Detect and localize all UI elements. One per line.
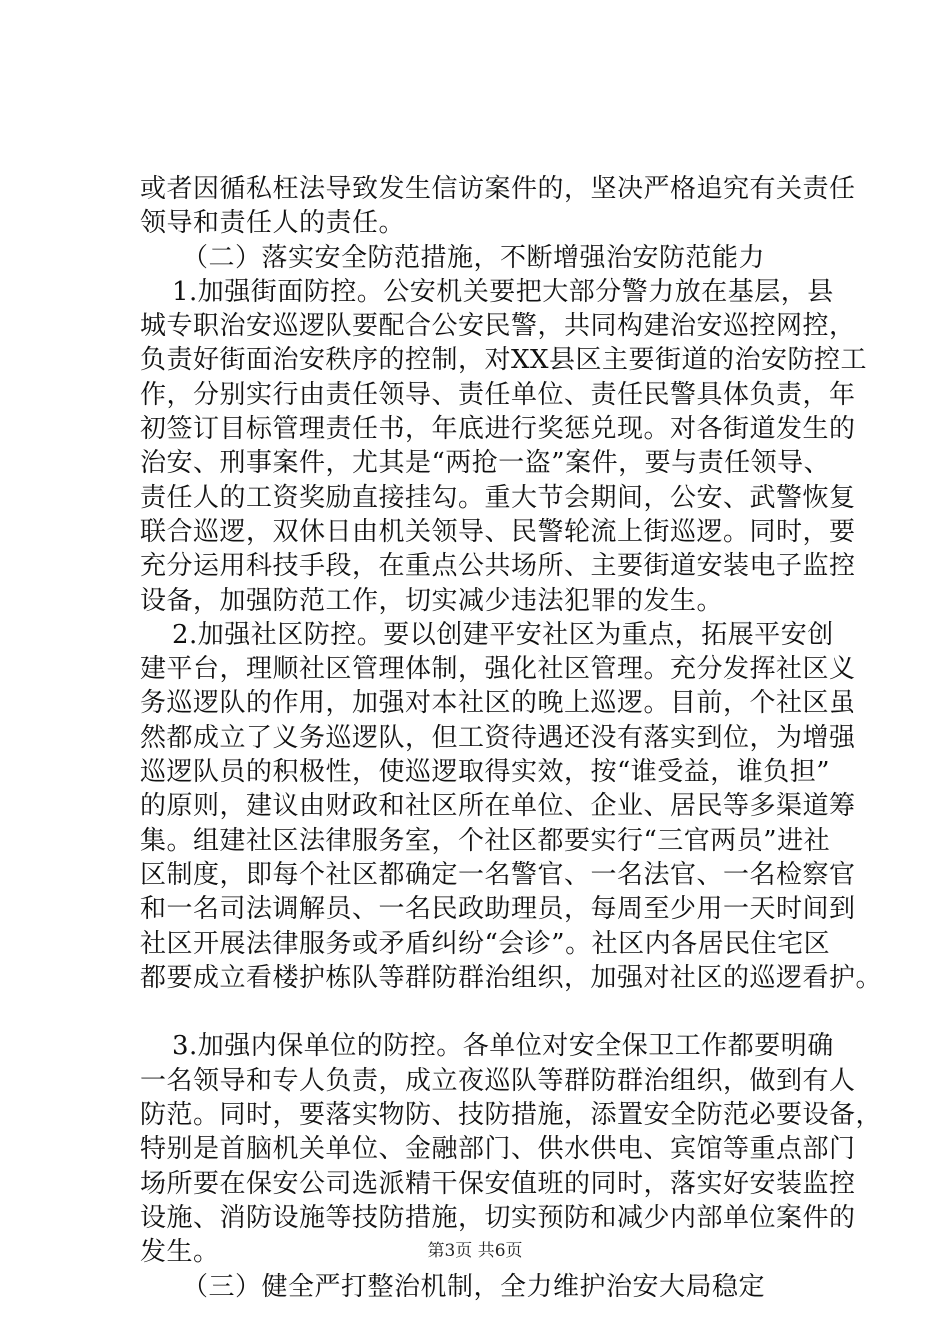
text-line: 和一名司法调解员、一名民政助理员，每周至少用一天时间到 xyxy=(140,894,856,925)
text-line: 负责好街面治安秩序的控制，对XX县区主要街道的治安防控工 xyxy=(140,345,868,376)
text-line: 设施、消防设施等技防措施，切实预防和减少内部单位案件的 xyxy=(140,1202,856,1233)
paragraph-gap xyxy=(140,995,850,1029)
text-line: 城专职治安巡逻队要配合公安民警，共同构建治安巡控网控， xyxy=(140,311,856,342)
text-line: 防范。同时，要落实物防、技防措施，添置安全防范必要设备， xyxy=(140,1100,883,1131)
text-line: 建平台，理顺社区管理体制，强化社区管理。充分发挥社区义 xyxy=(140,654,856,685)
text-line: 特别是首脑机关单位、金融部门、供水供电、宾馆等重点部门 xyxy=(140,1134,856,1165)
text-line: 的原则，建议由财政和社区所在单位、企业、居民等多渠道筹 xyxy=(140,791,856,822)
text-line: 责任人的工资奖励直接挂勾。重大节会期间，公安、武警恢复 xyxy=(140,482,856,513)
section-heading: （二）落实安全防范措施，不断增强治安防范能力 xyxy=(182,242,766,273)
page-footer xyxy=(0,1241,950,1261)
page-number: 第3页 共6页 xyxy=(427,1241,523,1261)
text-line: 然都成立了义务巡逻队，但工资待遇还没有落实到位，为增强 xyxy=(140,722,856,753)
text-line: 巡逻队员的积极性，使巡逻取得实效，按“谁受益，谁负担” xyxy=(140,757,831,788)
text-line: 充分运用科技手段，在重点公共场所、主要街道安装电子监控 xyxy=(140,551,856,582)
text-line: 社区开展法律服务或矛盾纠纷“会诊”。社区内各居民住宅区 xyxy=(140,928,831,959)
text-line: 作，分别实行由责任领导、责任单位、责任民警具体负责，年 xyxy=(140,379,856,410)
document-body xyxy=(140,172,883,1304)
text-line: 集。组建社区法律服务室，个社区都要实行“三官两员”进社 xyxy=(140,825,831,856)
paragraph-start: 1.加强街面防控。公安机关要把大部分警力放在基层，县 xyxy=(172,276,834,307)
text-line: 发生。 xyxy=(140,1237,220,1268)
paragraph-start: 3.加强内保单位的防控。各单位对安全保卫工作都要明确 xyxy=(172,1031,834,1062)
text-line: 领导和责任人的责任。 xyxy=(140,208,406,239)
text-line: 设备，加强防范工作，切实减少违法犯罪的发生。 xyxy=(140,585,724,616)
section-heading: （三）健全严打整治机制，全力维护治安大局稳定 xyxy=(182,1271,766,1302)
text-line: 治安、刑事案件，尤其是“两抢一盗”案件，要与责任领导、 xyxy=(140,448,831,479)
text-line: 初签订目标管理责任书，年底进行奖惩兑现。对各街道发生的 xyxy=(140,414,856,445)
text-line: 联合巡逻，双休日由机关领导、民警轮流上街巡逻。同时，要 xyxy=(140,516,856,547)
paragraph-start: 2.加强社区防控。要以创建平安社区为重点，拓展平安创 xyxy=(172,619,834,650)
text-line: 都要成立看楼护栋队等群防群治组织，加强对社区的巡逻看护。 xyxy=(140,962,883,993)
text-line: 务巡逻队的作用，加强对本社区的晚上巡逻。目前，个社区虽 xyxy=(140,688,856,719)
text-line: 场所要在保安公司选派精干保安值班的同时，落实好安装监控 xyxy=(140,1168,856,1199)
text-line: 一名领导和专人负责，成立夜巡队等群防群治组织，做到有人 xyxy=(140,1065,856,1096)
text-line: 或者因循私枉法导致发生信访案件的，坚决严格追究有关责任 xyxy=(140,174,856,204)
text-line: 区制度，即每个社区都确定一名警官、一名法官、一名检察官 xyxy=(140,859,856,890)
